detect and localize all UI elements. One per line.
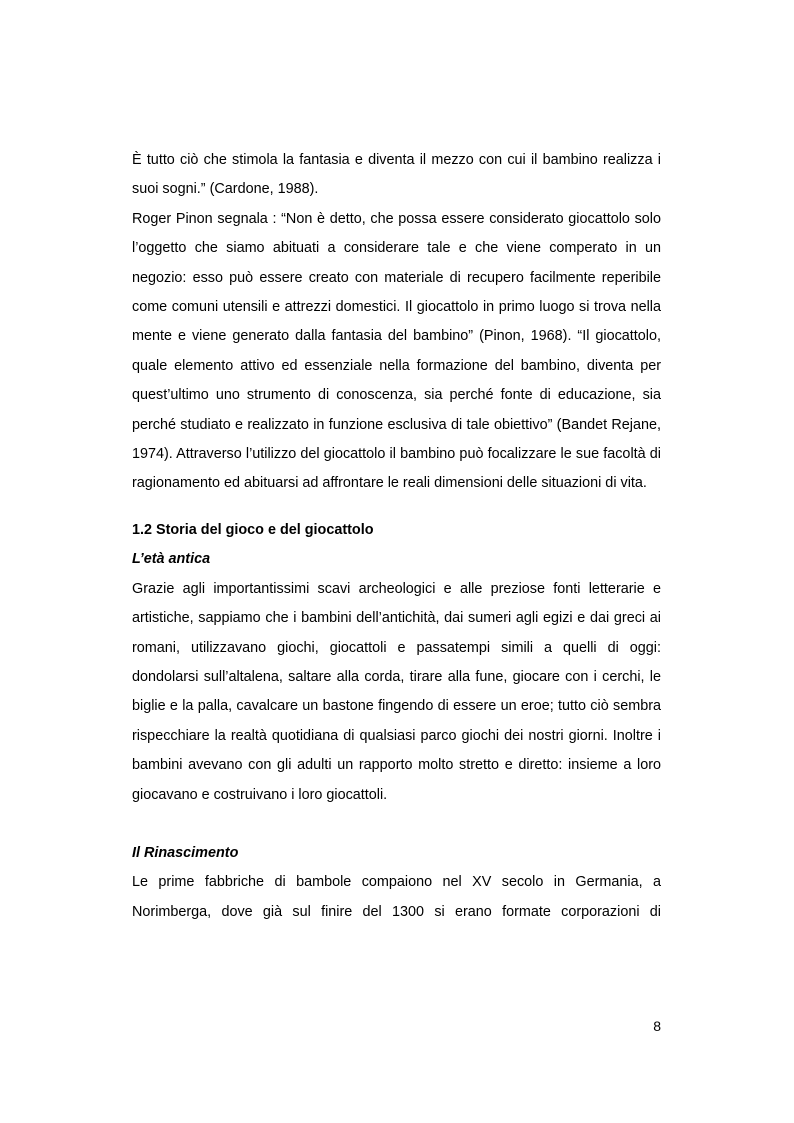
spacer: [132, 499, 661, 516]
subsection-title-eta-antica: L’età antica: [132, 551, 211, 568]
page-content: [132, 146, 661, 927]
section-heading: 1.2 Storia del gioco e del giocattolo: [132, 521, 374, 538]
paragraph-pinon-quote: Roger Pinon segnala : “Non è detto, che possa essere considerato giocattolo solo l’oggetto che siamo abituati a considerare tale e che viene comperato in un negozio: esso può essere creato con materiale di recupero facilmente reperibile come comuni utensili e attrezzi domestici. Il giocattolo in primo luogo si trova nella mente e viene generato dalla fantasia del bambino” (Pinon, 1968). “Il giocattolo, quale elemento attivo ed essenziale nella formazione del bambino, diventa per quest’ultimo uno strumento di conoscenza, sia perché fonte di educazione, sia perché studiato e realizzato in funzione esclusiva di tale obiettivo” (Bandet Rejane, 1974). Attraverso l’utilizzo del giocattolo il bambino può focalizzare le sue facoltà di ragionamento ed abituarsi ad affrontare le reali dimensioni delle situazioni di vita.: [132, 210, 661, 492]
paragraph-cardone-quote: È tutto ciò che stimola la fantasia e diventa il mezzo con cui il bambino realizza i suoi sogni.” (Cardone, 1988).: [132, 152, 661, 198]
page-number: 8: [653, 1018, 661, 1034]
paragraph-rinascimento: Le prime fabbriche di bambole compaiono nel XV secolo in Germania, a Norimberga, dove già sul finire del 1300 si erano formate corporazioni di: [132, 874, 661, 920]
subsection-title-rinascimento: Il Rinascimento: [132, 844, 239, 861]
paragraph-eta-antica: Grazie agli importantissimi scavi archeologici e alle preziose fonti letterarie e artistiche, sappiamo che i bambini dell’antichità, dai sumeri agli egizi e dai greci ai romani, utilizzavano giochi, giocattoli e passatempi simili a quelli di oggi: dondolarsi sull’altalena, saltare alla corda, tirare alla fune, giocare con i cerchi, le biglie e la palla, cavalcare un bastone fingendo di essere un eroe; tutto ciò sembra rispecchiare la realtà quotidiana di qualsiasi parco giochi dei nostri giorni. Inoltre i bambini avevano con gli adulti un rapporto molto stretto e diretto: insieme a loro giocavano e costruivano i loro giocattoli.: [132, 580, 661, 803]
spacer: [132, 810, 661, 839]
